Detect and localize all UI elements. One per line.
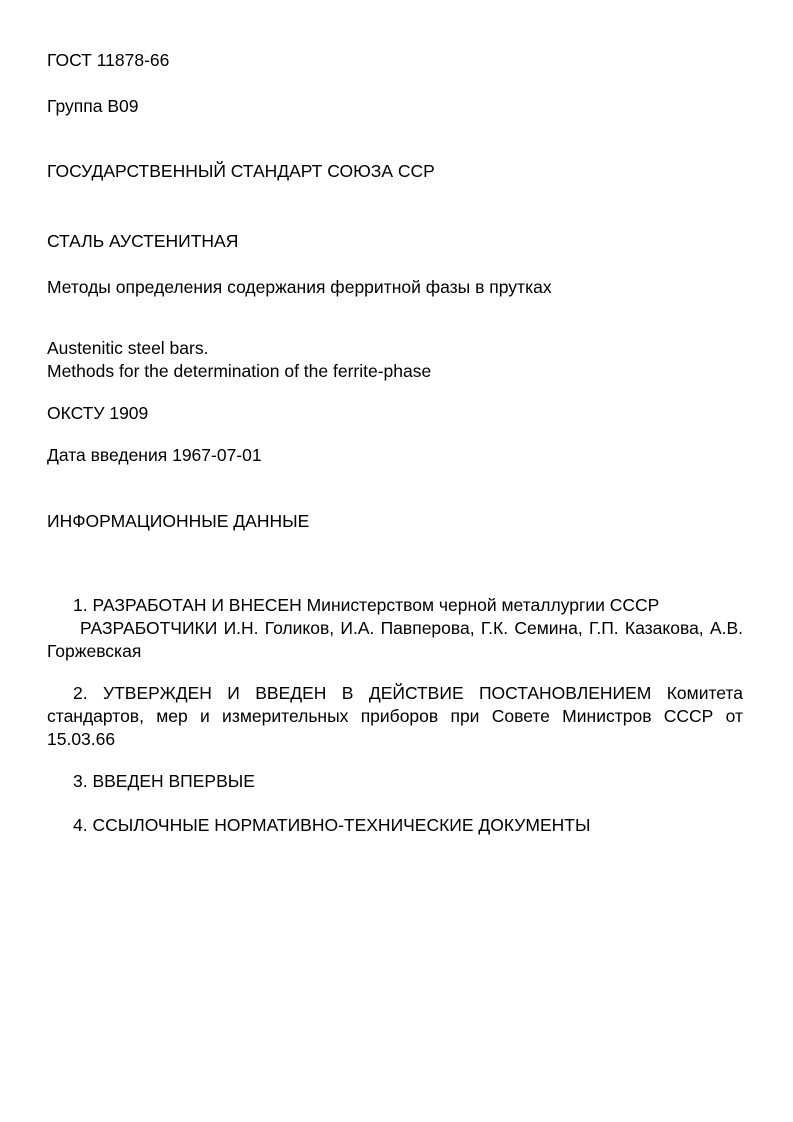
info-data-heading: ИНФОРМАЦИОННЫЕ ДАННЫЕ: [47, 511, 310, 531]
english-title-line-1: Austenitic steel bars.: [47, 338, 209, 358]
info-item-3-first-introduced: 3. ВВЕДЕН ВПЕРВЫЕ: [73, 771, 255, 791]
document-subtitle: Методы определения содержания ферритной фазы в прутках: [47, 277, 552, 297]
document-title: СТАЛЬ АУСТЕНИТНАЯ: [47, 231, 239, 251]
group-code: Группа В09: [47, 96, 139, 116]
info-item-1-developed: 1. РАЗРАБОТАН И ВНЕСЕН Министерством черной металлургии СССР: [73, 595, 660, 615]
state-standard-heading: ГОСУДАРСТВЕННЫЙ СТАНДАРТ СОЮЗА ССР: [47, 161, 435, 181]
info-item-2-approved: 2. УТВЕРЖДЕН И ВВЕДЕН В ДЕЙСТВИЕ ПОСТАНОВЛЕНИЕМ Комитета стандартов, мер и измерительных приборов при Совете Министров СССР от 15.03.66: [47, 683, 743, 749]
introduction-date: Дата введения 1967-07-01: [47, 445, 262, 465]
info-item-1-developers: РАЗРАБОТЧИКИ И.Н. Голиков, И.А. Павперова, Г.К. Семина, Г.П. Казакова, А.В. Горжевская: [47, 618, 743, 661]
info-item-4-reference-documents: 4. ССЫЛОЧНЫЕ НОРМАТИВНО-ТЕХНИЧЕСКИЕ ДОКУМЕНТЫ: [73, 815, 591, 835]
oksu-code: ОКСТУ 1909: [47, 403, 149, 423]
gost-number: ГОСТ 11878-66: [47, 50, 170, 70]
english-title-line-2: Methods for the determination of the ferrite-phase: [47, 361, 432, 381]
